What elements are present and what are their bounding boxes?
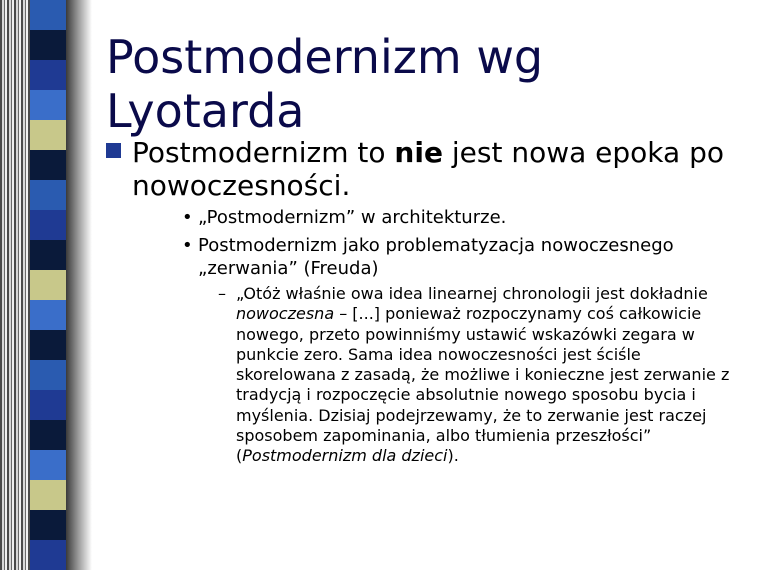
strip-block xyxy=(30,210,66,240)
sub-bullet-problematization-text: Postmodernizm jako problematyzacja nowoczesnego „zerwania” (Freuda) xyxy=(198,235,674,279)
quote-text-part1: „Otóż właśnie owa idea linearnej chronologii jest dokładnie xyxy=(236,284,708,303)
strip-block xyxy=(30,120,66,150)
dash-bullet-icon: – xyxy=(218,284,226,303)
strip-block xyxy=(30,60,66,90)
strip-block xyxy=(30,30,66,60)
quote-text-italic1: nowoczesna xyxy=(236,304,335,324)
strip-gradient xyxy=(66,0,92,570)
strip-block xyxy=(30,420,66,450)
strip-block xyxy=(30,450,66,480)
sub-bullet-architecture-text: „Postmodernizm” w architekturze. xyxy=(198,207,507,228)
strip-block xyxy=(30,390,66,420)
sub-bullet-problematization xyxy=(182,234,742,280)
decorative-side-strip xyxy=(0,0,92,570)
strip-block xyxy=(30,150,66,180)
strip-block xyxy=(30,360,66,390)
strip-block xyxy=(30,540,66,570)
quote-text-part3: ). xyxy=(447,446,459,466)
strip-color-blocks xyxy=(30,0,66,570)
strip-block xyxy=(30,90,66,120)
strip-block xyxy=(30,0,66,30)
quote-text xyxy=(236,284,742,467)
quote-bullet xyxy=(218,284,742,467)
strip-block xyxy=(30,300,66,330)
quote-text-part2: – [...] ponieważ rozpoczynamy coś całkowicie nowego, przeto powinniśmy ustawić wskazówki zegara w punkcie zero. Sama idea nowoczesności jest ściśle skorelowana z zasadą, że możliwe i konieczne jest zerwanie z tradycją i rozpoczęcie absolutnie nowego sposobu bycia i myślenia. Dzisiaj podejrzewamy, że to zerwanie jest raczej sposobem zapominania, albo tłumienia przeszłości” ( xyxy=(236,304,730,466)
strip-block xyxy=(30,510,66,540)
bullet-main-text-bold: nie xyxy=(394,136,443,169)
strip-block xyxy=(30,480,66,510)
sub-bullet-architecture xyxy=(182,206,742,229)
strip-block xyxy=(30,180,66,210)
slide-title: Postmodernizm wg Lyotarda xyxy=(106,30,544,138)
round-bullet-icon: • xyxy=(182,207,193,228)
bullet-main-text-start: Postmodernizm to xyxy=(132,136,395,169)
quote-source-title: Postmodernizm dla dzieci xyxy=(242,446,448,466)
square-bullet-icon xyxy=(106,143,121,158)
strip-block xyxy=(30,330,66,360)
strip-block xyxy=(30,270,66,300)
round-bullet-icon: • xyxy=(182,235,193,256)
strip-block xyxy=(30,240,66,270)
bullet-main xyxy=(106,136,746,202)
bullet-main-text xyxy=(132,136,746,202)
strip-vertical-lines xyxy=(0,0,30,570)
bullet-main-text-end: jest nowa epoka po nowoczesności. xyxy=(132,136,724,202)
